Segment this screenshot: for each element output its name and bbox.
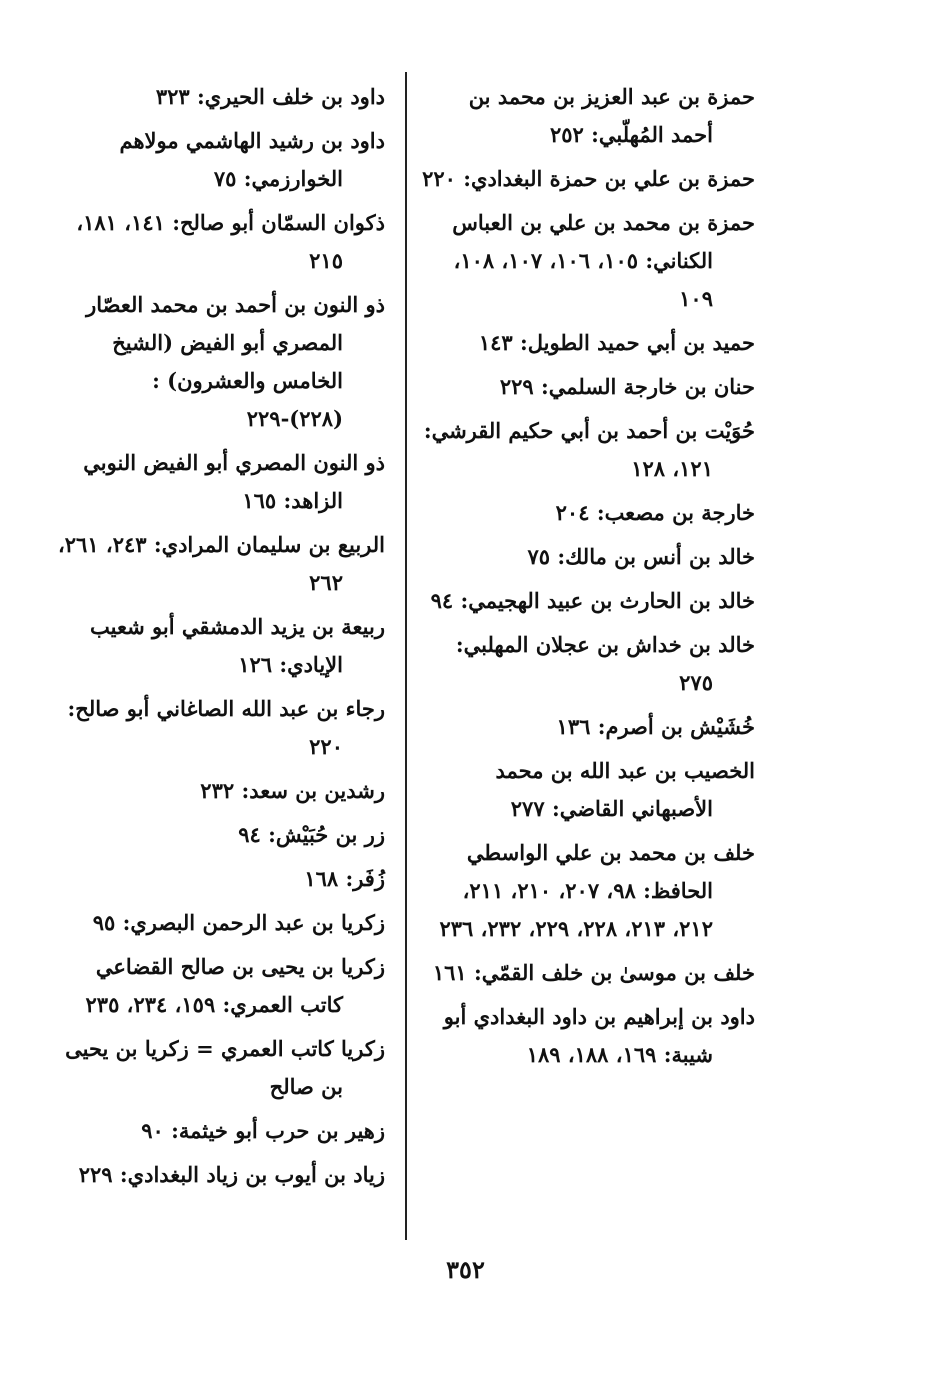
index-entry [50, 286, 385, 438]
index-entry [420, 954, 755, 992]
index-entry [420, 626, 755, 702]
entry-pages: (٢٢٨)-٢٢٩ [246, 406, 343, 431]
index-entry [50, 772, 385, 810]
entry-pages: ٩٤ [430, 588, 454, 613]
entry-pages: ٩٨، ٢٠٧، ٢١٠، ٢١١، ٢١٢، ٢١٣، ٢٢٨، ٢٢٩، ٢٣٢، ٢٣٦ [439, 878, 713, 941]
index-entry [420, 412, 755, 488]
entry-pages: ١٠٥، ١٠٦، ١٠٧، ١٠٨، ١٠٩ [453, 248, 713, 311]
index-entry [420, 998, 755, 1074]
entry-name: ذكوان السمّان أبو صالح: [172, 210, 385, 235]
index-entry [50, 904, 385, 942]
index-entry [50, 204, 385, 280]
entry-pages: ٩٠ [141, 1118, 164, 1143]
entry-name: خلف بن موسىٰ بن خلف القمّي: [473, 960, 755, 985]
entry-name: خارجة بن مصعب: [596, 500, 755, 525]
entry-pages: ٢٤٣، ٢٦١، ٢٦٢ [58, 532, 343, 595]
entry-name: ربيعة بن يزيد الدمشقي أبو شعيب الإيادي: [90, 614, 385, 677]
entry-pages: ١٤٣ [478, 330, 513, 355]
entry-name: خالد بن خداش بن عجلان المهلبي: [455, 632, 755, 657]
index-entry [420, 834, 755, 948]
entry-pages: ٩٤ [238, 822, 261, 847]
entry-name: حمزة بن عبد العزيز بن محمد بن أحمد المُهلّبي: [468, 84, 755, 147]
index-entry [50, 1156, 385, 1194]
entry-pages: ١٦١ [432, 960, 467, 985]
entry-name: داود بن رشيد الهاشمي مولاهم الخوارزمي: [119, 128, 385, 191]
entry-name: خالد بن الحارث بن عبيد الهجيمي: [460, 588, 755, 613]
entry-name: رشدين بن سعد: [241, 778, 385, 803]
entry-name: داود بن إبراهيم بن داود البغدادي أبو شيبة: [443, 1004, 755, 1067]
entry-name: حمزة بن علي بن حمزة البغدادي: [463, 166, 755, 191]
entry-pages: ٢٢٩ [499, 374, 534, 399]
index-entry [420, 582, 755, 620]
entry-pages: ١٦٥ [242, 488, 277, 513]
entry-pages: ١٣٦ [556, 714, 591, 739]
entry-name: حمزة بن محمد بن علي بن العباس الكناني: [452, 210, 755, 273]
entry-name: حميد بن أبي حميد الطويل: [519, 330, 755, 355]
index-entry [420, 752, 755, 828]
entry-name: زكريا كاتب العمري = زكريا بن يحيى بن صالح [65, 1036, 385, 1099]
index-entry [420, 494, 755, 532]
entry-name: ذو النون المصري أبو الفيض النوبي الزاهد: [83, 450, 385, 513]
index-entry [50, 78, 385, 116]
entry-pages: ٧٥ [527, 544, 551, 569]
entry-name: ذو النون بن أحمد بن محمد العصّار المصري أبو الفيض (الشيخ الخامس والعشرون) : [86, 292, 385, 393]
entry-name: زكريا بن عبد الرحمن البصري: [122, 910, 385, 935]
index-entry [50, 526, 385, 602]
entry-name: زكريا بن يحيى بن صالح القضاعي كاتب العمري: [95, 954, 385, 1017]
entry-pages: ٢٢٩ [78, 1162, 113, 1187]
entry-pages: ٢٢٠ [422, 166, 456, 191]
index-entry [420, 204, 755, 318]
entry-pages: ١٤١، ١٨١، ٢١٥ [76, 210, 343, 273]
entry-pages: ١٦٩، ١٨٨، ١٨٩ [526, 1042, 657, 1067]
index-entry [50, 608, 385, 684]
entry-pages: ١٢١، ١٢٨ [631, 456, 713, 481]
index-entry [50, 1112, 385, 1150]
entry-pages: ٩٥ [92, 910, 116, 935]
entry-pages: ٢٥٢ [549, 122, 584, 147]
entry-name: الخصيب بن عبد الله بن محمد الأصبهاني القاضي: [495, 758, 755, 821]
entry-pages: ٢٧٥ [679, 670, 713, 695]
index-entry [50, 690, 385, 766]
entry-name: خلف بن محمد بن علي الواسطي الحافظ: [466, 840, 755, 903]
entry-pages: ١٢٦ [238, 652, 273, 677]
index-entry [420, 324, 755, 362]
entry-pages: ٢٠٤ [555, 500, 590, 525]
entry-name: الربيع بن سليمان المرادي: [153, 532, 385, 557]
entry-name: زر بن حُبَيْش: [268, 822, 385, 847]
entry-pages: ١٥٩، ٢٣٤، ٢٣٥ [85, 992, 216, 1017]
entry-pages: ١٦٨ [304, 866, 339, 891]
entry-pages: ٧٥ [213, 166, 237, 191]
entry-name: زياد بن أيوب بن زياد البغدادي: [119, 1162, 385, 1187]
page-number: ٣٥٢ [446, 1255, 485, 1284]
entry-name: حنان بن خارجة السلمي: [541, 374, 755, 399]
index-entry [50, 816, 385, 854]
entry-name: حُوَيْت بن أحمد بن أبي حكيم القرشي: [423, 418, 755, 443]
entry-name: زهير بن حرب أبو خيثمة: [171, 1118, 385, 1143]
entry-name: زُفَر: [345, 866, 385, 891]
entry-name: رجاء بن عبد الله الصاغاني أبو صالح: [67, 696, 385, 721]
index-entry [50, 948, 385, 1024]
index-entry [420, 368, 755, 406]
entry-name: داود بن خلف الحيري: [196, 84, 385, 109]
index-entry [420, 538, 755, 576]
index-column-right [420, 78, 755, 1080]
index-entry [420, 160, 755, 198]
entry-pages: ٢٣٢ [200, 778, 235, 803]
entry-pages: ٢٢٠ [309, 734, 343, 759]
entry-pages: ٣٢٣ [155, 84, 190, 109]
index-entry [50, 860, 385, 898]
entry-name: خُشَيْش بن أصرم: [597, 714, 755, 739]
index-entry [420, 78, 755, 154]
index-entry [50, 444, 385, 520]
index-entry [420, 708, 755, 746]
index-entry [50, 122, 385, 198]
entry-name: خالد بن أنس بن مالك: [557, 544, 755, 569]
entry-pages: ٢٧٧ [510, 796, 545, 821]
column-divider [405, 72, 407, 1240]
index-column-left [50, 78, 385, 1200]
index-entry [50, 1030, 385, 1106]
